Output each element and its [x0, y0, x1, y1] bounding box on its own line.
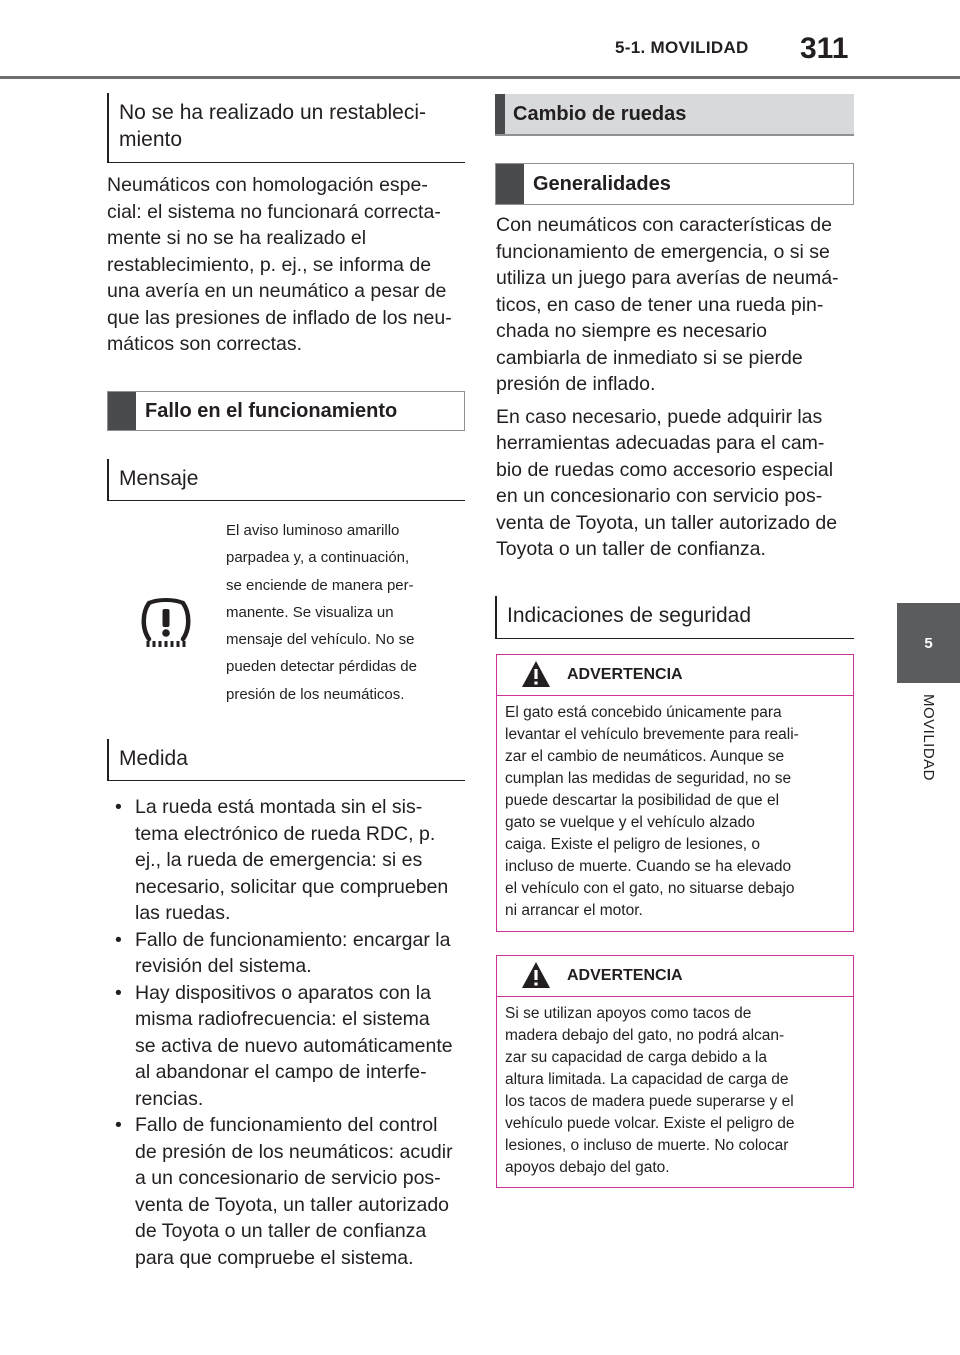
- warning-triangle-icon: [520, 960, 552, 990]
- warning-header: [497, 956, 853, 997]
- list-item: • La rueda está montada sin el sis- tema electrónico de rueda RDC, p. ej., la rueda de emergencia: si es necesario, solicitar que comprueben las ruedas.: [107, 794, 472, 927]
- fault-heading: Fallo en el funcionamiento: [145, 399, 398, 422]
- general-text: [496, 212, 861, 563]
- list-item: • Hay dispositivos o aparatos con la misma radiofrecuencia: el sistema se activa de nuevo automáticamente al abandonar el campo de interfe- rencias.: [107, 980, 472, 1113]
- no-reset-heading: No se ha realizado un restableci- miento: [107, 93, 465, 163]
- chapter-label: [897, 694, 960, 814]
- general-paragraph-2: En caso necesario, puede adquirir las herramientas adecuadas para el cam- bio de ruedas como accesorio especial en un concesionario con servicio pos- venta de Toyota, un taller autorizado de Toyota o un taller de confianza.: [496, 405, 838, 560]
- list-item: • Fallo de funcionamiento: encargar la revisión del sistema.: [107, 927, 472, 980]
- heading-bar: [495, 94, 505, 134]
- heading-bar: [496, 164, 524, 204]
- warning-header: [497, 655, 853, 696]
- chapter-tab[interactable]: 5: [897, 603, 960, 683]
- fault-heading-block: [107, 391, 465, 431]
- warning-title: ADVERTENCIA: [567, 967, 683, 984]
- warning-box-2: [496, 955, 854, 1188]
- list-item: • Fallo de funcionamiento del control de presión de los neumáticos: acudir a un concesionario de servicio pos- venta de Toyota, un taller autorizado de Toyota o un taller de confianza para que compruebe el sistema.: [107, 1112, 472, 1271]
- message-description: El aviso luminoso amarillo parpadea y, a continuación, se enciende de manera per- manente. Se visualiza un mensaje del vehículo. No se pueden detectar pérdidas de presión de los neumáticos.: [226, 522, 417, 703]
- warning-text: El gato está concebido únicamente para levantar el vehículo brevemente para reali- zar el cambio de neumáticos. Aunque se cumplan las medidas de seguridad, no se puede descartar la posibilidad de que el gato se vuelque y el vehículo alzado caiga. Existe el peligro de lesiones, o incluso de muerte. Cuando se ha elevado el vehículo con el gato, no situarse debajo ni arrancar el motor.: [505, 704, 799, 919]
- warning-triangle-icon: [520, 659, 552, 689]
- general-paragraph-1: Con neumáticos con características de funcionamiento de emergencia, o si se utiliza un juego para averías de neumá- ticos, en caso de tener una rueda pin- chada no siempre es necesario cambiarla de inmediato si se pierde presión de inflado.: [496, 214, 839, 395]
- general-heading: Generalidades: [533, 172, 671, 195]
- safety-heading: Indicaciones de seguridad: [495, 596, 854, 639]
- warning-title: ADVERTENCIA: [567, 666, 683, 683]
- header-rule: [0, 76, 960, 79]
- no-reset-paragraph: Neumáticos con homologación espe- cial: el sistema no funcionará correcta- mente si no se ha realizado el restablecimiento, p. ej., se informa de una avería en un neumático a pesar de que las presiones de inflado de los neu- máticos son correctas.: [107, 174, 452, 355]
- heading-bar: [108, 392, 136, 430]
- page-number: 311: [800, 32, 849, 65]
- measure-list: [107, 794, 472, 1271]
- warning-text: Si se utilizan apoyos como tacos de madera debajo del gato, no podrá alcan- zar su capacidad de carga debido a la altura limitada. La capacidad de carga de los tacos de madera puede superarse y el vehículo puede volcar. Existe el peligro de lesiones, o incluso de muerte. No colocar apoyos debajo del gato.: [505, 1005, 795, 1176]
- warning-box-1: [496, 654, 854, 932]
- general-heading-block: [495, 163, 854, 205]
- message-heading: Mensaje: [107, 459, 465, 501]
- change-heading-block: [495, 94, 854, 136]
- chapter-label-text: MOVILIDAD: [920, 694, 937, 782]
- change-heading: Cambio de ruedas: [513, 102, 687, 125]
- tire-pressure-warning-icon: [140, 597, 192, 649]
- section-title: 5-1. MOVILIDAD: [615, 38, 749, 57]
- measure-heading: Medida: [107, 739, 465, 781]
